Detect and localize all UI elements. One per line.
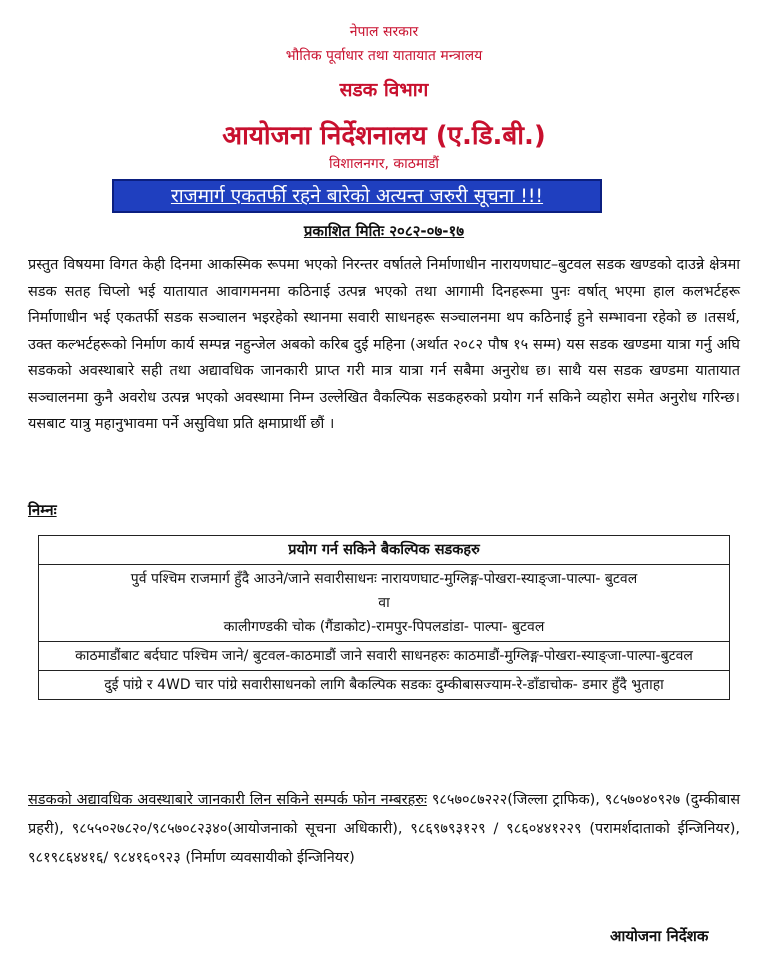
alternative-routes-table	[38, 535, 730, 700]
route-2: काठमाडौंबाट बर्दघाट पश्चिम जाने/ बुटवल-काठमाडौं जाने सवारी साधनहरुः काठमाडौं-मुग्लिङ्ग-पोखरा-स्याङ्जा-पाल्पा-बुटवल	[39, 642, 730, 671]
govt-name: नेपाल सरकार	[349, 24, 419, 40]
contact-section	[28, 786, 740, 873]
route-1-line-1: पुर्व पश्चिम राजमार्ग हुँदै आउने/जाने सवारीसाधनः नारायणघाट-मुग्लिङ्ग-पोखरा-स्याङ्जा-पाल्पा- बुटवल	[130, 571, 638, 587]
list-heading: निम्नः	[28, 501, 57, 519]
contact-numbers: ९८५७०८७२२२(जिल्ला ट्राफिक), ९८५७०४०९२७ (दुम्कीबास प्रहरी), ९८५५०२७८२०/९८५७०८२३४०(आयोजनाको सूचना अधिकारी), ९८६९७९३१२९ / ९८६०४४१२२९ (परामर्शदाताको ईन्जिनियर), ९८१९८६४४१६/ ९८४१६०९२३ (निर्माण व्यवसायीको ईन्जिनियर)	[28, 792, 740, 866]
ministry-name: भौतिक पूर्वाधार तथा यातायात मन्त्रालय	[285, 48, 483, 64]
directorate-name: आयोजना निर्देशनालय (ए.डि.बी.)	[222, 121, 546, 151]
notice-title-banner	[112, 179, 602, 213]
table-row	[39, 642, 730, 671]
table-header-row	[39, 536, 730, 565]
body-paragraph: प्रस्तुत विषयमा विगत केही दिनमा आकस्मिक रूपमा भएको निरन्तर वर्षातले निर्माणाधीन नारायणघाट–बुटवल सडक खण्डको दाउन्ने क्षेत्रमा सडक सतह चिप्लो भई यातायात आवागमनमा कठिनाई उत्पन्न भएको तथा आगामी दिनहरूमा पुनः वर्षात् भएमा हाल कलभर्टहरू निर्माणाधीन भई एकतर्फी सडक सञ्चालन भइरहेको स्थानमा सवारी साधनहरू सञ्चालनमा थप कठिनाई हुने सम्भावना रहेको छ ।तसर्थ, उक्त कल्भर्टहरूको निर्माण कार्य सम्पन्न नहुन्जेल अबको करिब दुई महिना (अर्थात २०८२ पौष १५ सम्म) यस सडक खण्डमा यात्रा गर्नु अघि सडकको अवस्थाबारे सही तथा अद्यावधिक जानकारी प्राप्त गरी मात्र यात्रा गर्न सबैमा अनुरोध छ। साथै यस सडक खण्डमा यातायात सञ्चालनमा कुनै अवरोध उत्पन्न भएको अवस्थामा निम्न उल्लेखित वैकल्पिक सडकहरुको प्रयोग गर्न सकिने व्यहोरा समेत अनुरोध गरिन्छ। यसबाट यात्रु महानुभावमा पर्ने असुविधा प्रति क्षमाप्रार्थी छौं ।	[28, 257, 740, 432]
table-row	[39, 565, 730, 642]
published-date: प्रकाशित मितिः २०८२-०७-१७	[303, 222, 465, 240]
department-name: सडक विभाग	[339, 79, 429, 101]
table-row	[39, 671, 730, 700]
notice-title: राजमार्ग एकतर्फी रहने बारेको अत्यन्त जरुरी सूचना !!!	[170, 185, 544, 207]
route-1-or: वा	[378, 595, 390, 611]
contact-label: सडकको अद्यावधिक अवस्थाबारे जानकारी लिन सकिने सम्पर्क फोन नम्बरहरुः	[28, 792, 427, 808]
office-address: विशालनगर, काठमाडौं	[329, 156, 439, 172]
table-header: प्रयोग गर्न सकिने बैकल्पिक सडकहरु	[39, 536, 730, 565]
route-3: दुई पांग्रे र 4WD चार पांग्रे सवारीसाधनको लागि बैकल्पिक सडकः दुम्कीबासज्याम-रे-डाँडाचोक- डमार हुँदै भुताहा	[39, 671, 730, 700]
route-1-line-3: कालीगण्डकी चोक (गैंडाकोट)-रामपुर-पिपलडांडा- पाल्पा- बुटवल	[223, 619, 545, 635]
signature: आयोजना निर्देशक	[610, 927, 709, 945]
